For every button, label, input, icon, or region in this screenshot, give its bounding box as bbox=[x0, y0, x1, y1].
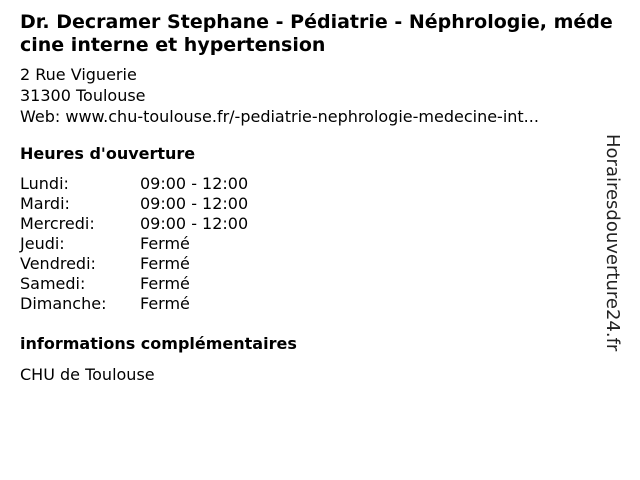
site-watermark: Horairesdouverture24.fr bbox=[602, 134, 623, 352]
opening-hours-heading: Heures d'ouverture bbox=[20, 144, 196, 163]
hours-value: 09:00 - 12:00 bbox=[140, 194, 249, 213]
additional-info-text: CHU de Toulouse bbox=[20, 365, 155, 384]
address-block bbox=[20, 64, 539, 127]
street-address: 2 Rue Viguerie bbox=[20, 65, 137, 84]
day-label: Mardi: bbox=[20, 194, 70, 213]
day-label: Mercredi: bbox=[20, 214, 95, 233]
day-label: Jeudi: bbox=[20, 234, 65, 253]
website-line bbox=[20, 106, 539, 127]
hours-value: Fermé bbox=[140, 254, 190, 273]
day-label: Vendredi: bbox=[20, 254, 96, 273]
page-title: Dr. Decramer Stephane - Pédiatrie - Néphrologie, médecine interne et hypertension bbox=[20, 11, 613, 56]
day-label: Samedi: bbox=[20, 274, 86, 293]
website-label: Web: bbox=[20, 107, 61, 126]
hours-value: Fermé bbox=[140, 274, 190, 293]
website-link[interactable]: www.chu-toulouse.fr/-pediatrie-nephrologie-medecine-int... bbox=[65, 107, 539, 126]
day-label: Lundi: bbox=[20, 174, 69, 193]
hours-value: Fermé bbox=[140, 294, 190, 313]
city-postcode: 31300 Toulouse bbox=[20, 86, 146, 105]
additional-info-heading: informations complémentaires bbox=[20, 334, 297, 353]
hours-value: 09:00 - 12:00 bbox=[140, 214, 249, 233]
hours-value: 09:00 - 12:00 bbox=[140, 174, 249, 193]
hours-value: Fermé bbox=[140, 234, 190, 253]
day-label: Dimanche: bbox=[20, 294, 107, 313]
